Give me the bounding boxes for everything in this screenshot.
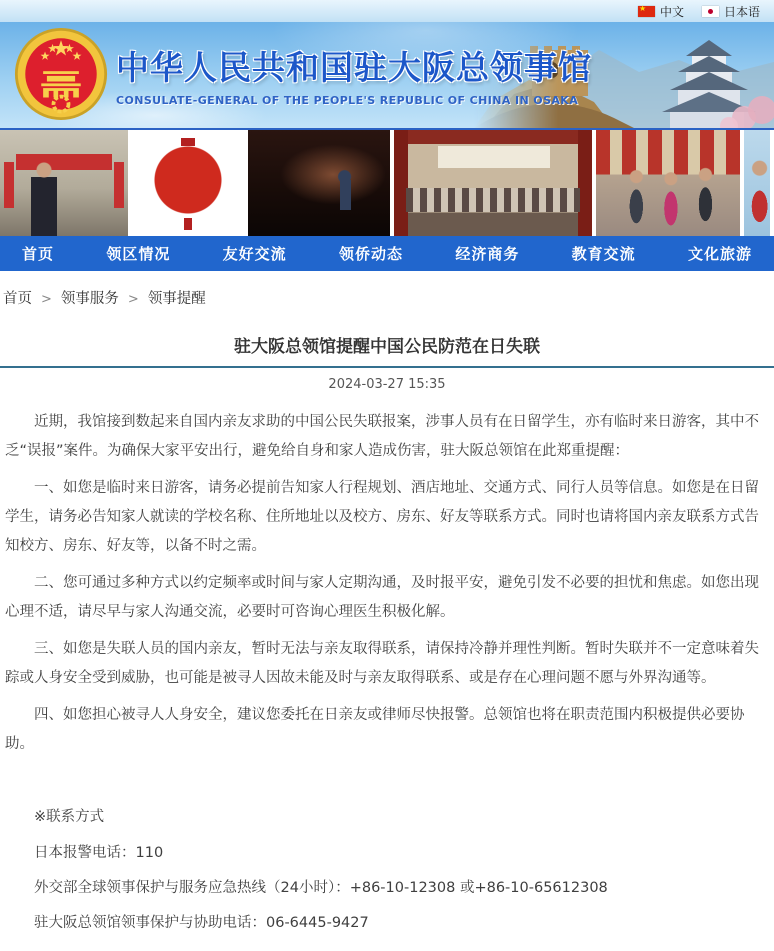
- breadcrumb-consular-services[interactable]: 领事服务: [60, 291, 119, 307]
- site-title-chinese: 中华人民共和国驻大阪总领事馆: [116, 48, 592, 87]
- china-flag-icon: ★: [638, 6, 655, 17]
- site-title-block: [116, 42, 592, 107]
- contact-line-consulate: 驻大阪总领馆领事保护与协助电话：06-6445-9427: [34, 915, 369, 931]
- photo-partial-right[interactable]: [744, 130, 770, 236]
- article-paragraph-1: 近期，我馆接到数起来自国内亲友求助的中国公民失联报案，涉事人员有在日留学生，亦有临时来日游客，其中不乏“误报”案件。为确保大家平安出行，避免给自身和家人造成伤害，驻大阪总领馆在此郑重提醒：: [5, 414, 759, 459]
- lang-chinese-label: 中文: [659, 4, 684, 19]
- title-divider: [0, 366, 774, 368]
- main-nav: [0, 236, 774, 271]
- article-body: [0, 392, 774, 930]
- photo-strip: [0, 128, 774, 236]
- nav-item-friendly-exchange[interactable]: 友好交流: [222, 245, 287, 263]
- breadcrumb-separator: >: [41, 292, 52, 307]
- national-emblem-icon: [14, 27, 108, 121]
- lang-chinese-link[interactable]: [638, 3, 684, 20]
- nav-item-consular-district[interactable]: 领区情况: [106, 245, 171, 263]
- language-bar: [0, 0, 774, 22]
- photo-concert[interactable]: [248, 130, 390, 236]
- article-paragraph-2: 一、如您是临时来日游客，请务必提前告知家人行程规划、酒店地址、交通方式、同行人员等信息。如您是在日留学生，请务必告知家人就读的学校名称、住所地址以及校方、房东、好友等联系方式。同时也请将国内亲友联系方式告知校方、房东、好友等，以备不时之需。: [5, 480, 759, 554]
- nav-item-home[interactable]: 首页: [22, 245, 55, 263]
- site-title-english: CONSULATE-GENERAL OF THE PEOPLE'S REPUBLIC OF CHINA IN OSAKA: [116, 94, 579, 107]
- photo-lantern-poster[interactable]: [132, 130, 244, 236]
- nav-item-overseas-chinese[interactable]: 领侨动态: [338, 245, 403, 263]
- lang-japanese-label: 日本语: [723, 4, 760, 19]
- nav-item-education-exchange[interactable]: 教育交流: [571, 245, 636, 263]
- site-header: [0, 22, 774, 128]
- breadcrumb: [0, 271, 774, 312]
- breadcrumb-separator: >: [127, 292, 139, 307]
- breadcrumb-current-page: 领事提醒: [147, 291, 206, 307]
- article-title: 驻大阪总领馆提醒中国公民防范在日失联: [234, 337, 540, 357]
- article-date: 2024-03-27 15:35: [328, 377, 446, 392]
- article: [0, 332, 774, 930]
- article-paragraph-3: 二、您可通过多种方式以约定频率或时间与家人定期沟通，及时报平安，避免引发不必要的担忧和焦虑。如您出现心理不适，请尽早与家人沟通交流，必要时可咨询心理医生积极化解。: [5, 575, 759, 620]
- lang-japanese-link[interactable]: [702, 3, 760, 20]
- contact-heading: ※联系方式: [34, 809, 105, 825]
- photo-street-visit[interactable]: [596, 130, 740, 236]
- japan-flag-icon: [702, 6, 719, 17]
- photo-event-speech[interactable]: [0, 130, 128, 236]
- contact-line-police: 日本报警电话：110: [34, 845, 164, 861]
- contact-line-hotline: 外交部全球领事保护与服务应急热线（24小时）：+86-10-12308 或+86-10-65612308: [34, 880, 608, 896]
- photo-stage-group[interactable]: [394, 130, 592, 236]
- nav-item-culture-tourism[interactable]: 文化旅游: [687, 245, 752, 263]
- breadcrumb-home[interactable]: 首页: [3, 291, 32, 307]
- article-paragraph-4: 三、如您是失联人员的国内亲友，暂时无法与亲友取得联系，请保持冷静并理性判断。暂时失联并不一定意味着失踪或人身安全受到威胁，也可能是被寻人因故未能及时与亲友取得联系、或是存在心理问题不愿与外界沟通等。: [5, 641, 759, 686]
- article-paragraph-5: 四、如您担心被寻人人身安全，建议您委托在日亲友或律师尽快报警。总领馆也将在职责范围内积极提供必要协助。: [5, 707, 745, 752]
- nav-item-economy-trade[interactable]: 经济商务: [455, 245, 520, 263]
